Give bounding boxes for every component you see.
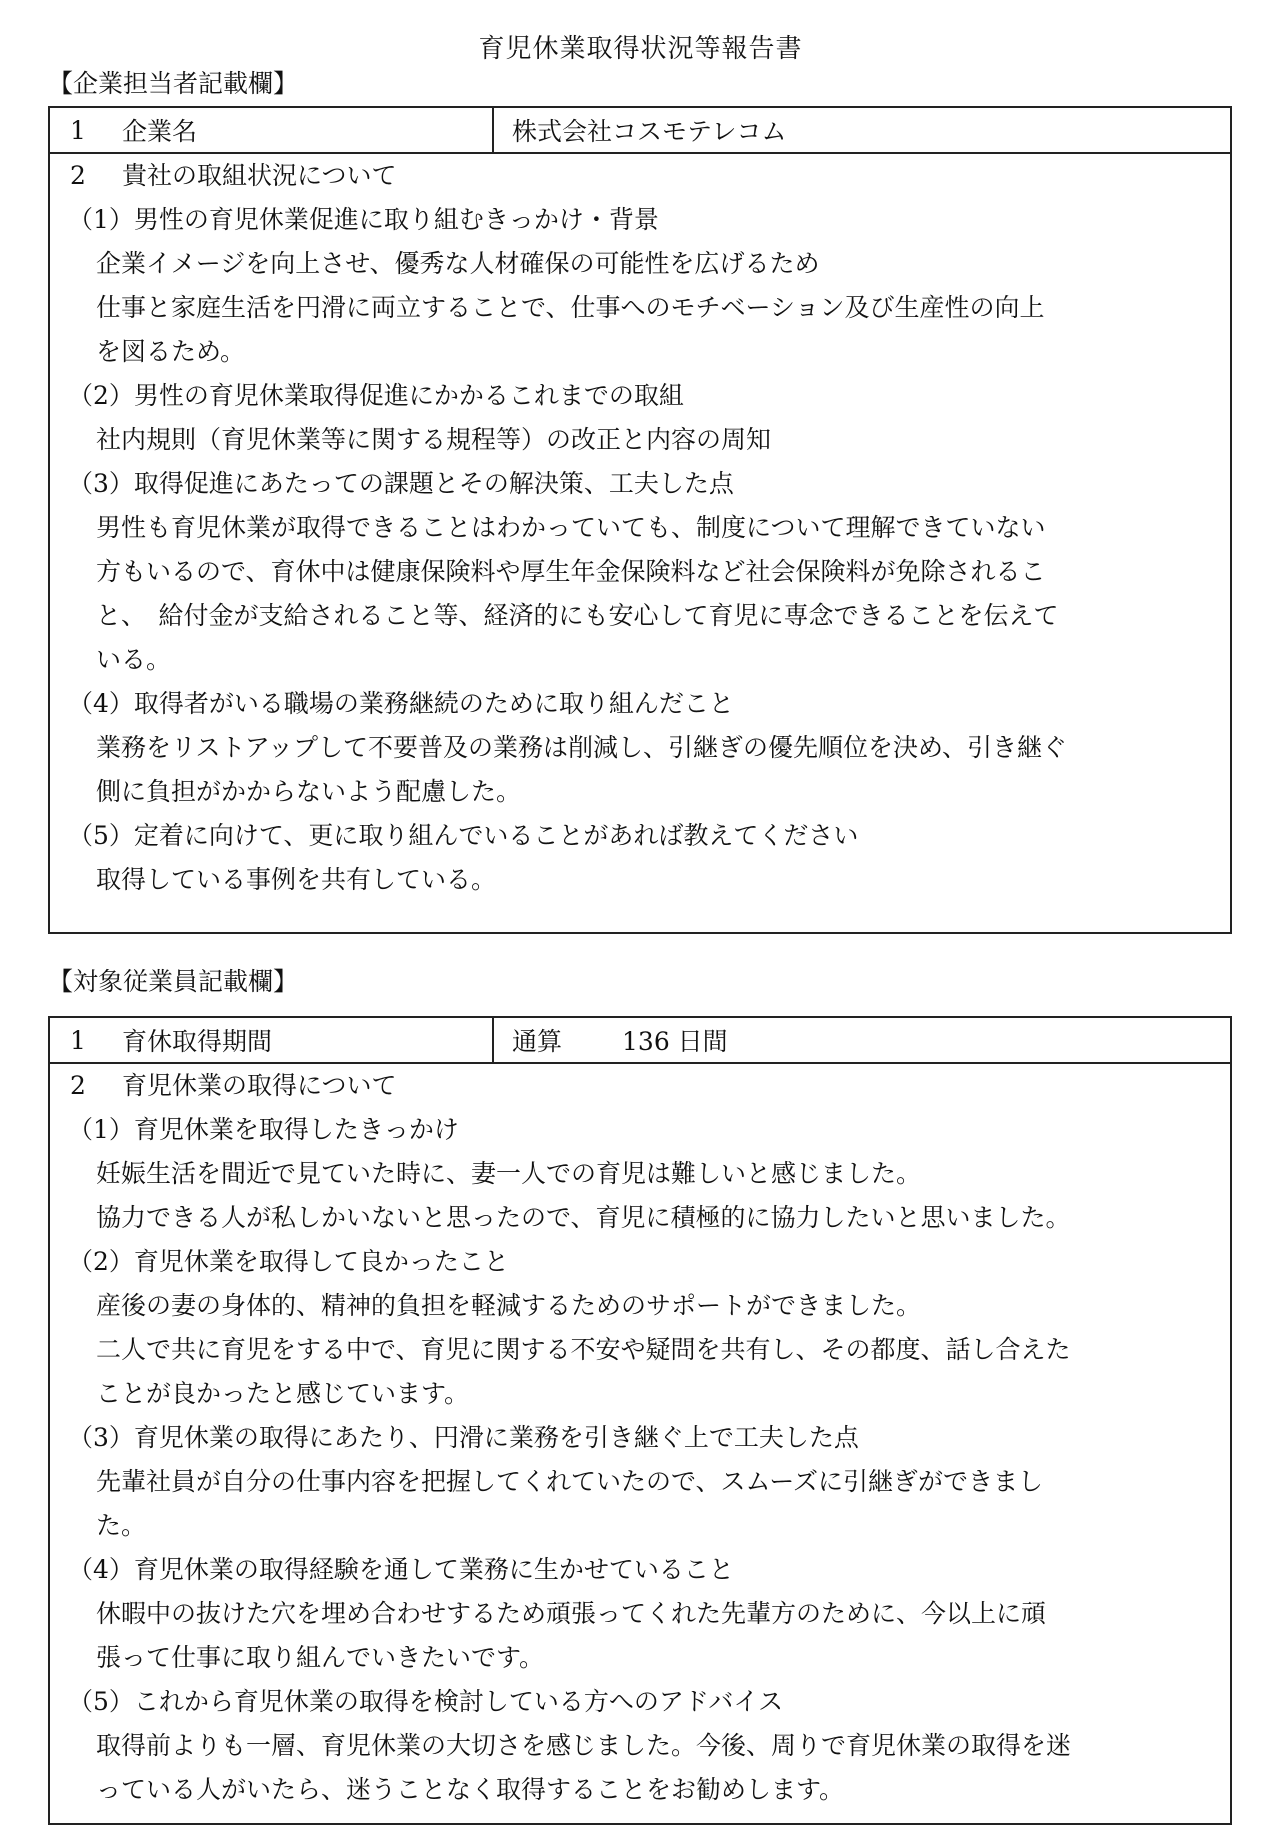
employee-leave-heading: [68, 1064, 1220, 1108]
page-title: 育児休業取得状況等報告書: [478, 34, 803, 64]
company-name-row: [50, 108, 1230, 154]
question-line: （5）これから育児休業の取得を検討している方へのアドバイス: [68, 1687, 784, 1716]
answer-line: と、 給付金が支給されること等、経済的にも安心して育児に専念できることを伝えて: [96, 601, 1059, 630]
question-line: （4）育児休業の取得経験を通して業務に生かせていること: [68, 1555, 734, 1584]
heading-number: 2: [70, 161, 86, 190]
employee-section-label: 【対象従業員記載欄】: [48, 967, 299, 996]
answer-line: 男性も育児休業が取得できることはわかっていても、制度について理解できていない: [96, 513, 1046, 542]
question-line: （4）取得者がいる職場の業務継続のために取り組んだこと: [68, 689, 734, 718]
row-number: 1: [70, 1025, 86, 1055]
answer-line: 二人で共に育児をする中で、育児に関する不安や疑問を共有し、その都度、話し合えた: [96, 1335, 1071, 1364]
answer-line: 企業イメージを向上させ、優秀な人材確保の可能性を広げるため: [96, 249, 820, 278]
company-name-label: 企業名: [122, 117, 198, 146]
answer-line: っている人がいたら、迷うことなく取得することをお勧めします。: [96, 1775, 845, 1804]
leave-period-days: 136 日間: [622, 1027, 728, 1056]
employee-items: [68, 1108, 1220, 1812]
row-number: 1: [70, 115, 86, 145]
company-items: [68, 198, 1220, 902]
employee-leave-body: [50, 1064, 1230, 1812]
company-name-label-cell: [50, 108, 494, 152]
leave-period-row: [50, 1018, 1230, 1064]
answer-line: 休暇中の抜けた穴を埋め合わせするため頑張ってくれた先輩方のために、今以上に頑: [96, 1599, 1047, 1628]
answer-line: 妊娠生活を間近で見ていた時に、妻一人での育児は難しいと感じました。: [96, 1159, 922, 1188]
employee-section-box: [48, 1016, 1232, 1825]
question-line: （1）男性の育児休業促進に取り組むきっかけ・背景: [68, 205, 659, 234]
company-section-label: 【企業担当者記載欄】: [48, 69, 299, 98]
company-efforts-heading: [68, 154, 1220, 198]
question-line: （1）育児休業を取得したきっかけ: [68, 1115, 459, 1144]
answer-line: 仕事と家庭生活を円滑に両立することで、仕事へのモチベーション及び生産性の向上: [96, 293, 1045, 322]
answer-line: ことが良かったと感じています。: [96, 1379, 470, 1408]
company-name-value: 株式会社コスモテレコム: [512, 117, 787, 146]
heading-number: 2: [70, 1071, 86, 1100]
answer-line: 産後の妻の身体的、精神的負担を軽減するためのサポートができました。: [96, 1291, 922, 1320]
leave-period-label: 育休取得期間: [122, 1027, 273, 1056]
leave-period-value-cell: [494, 1018, 1230, 1062]
company-efforts-body: [50, 154, 1230, 902]
leave-period-prefix: 通算: [512, 1027, 563, 1056]
answer-line: 社内規則（育児休業等に関する規程等）の改正と内容の周知: [96, 425, 772, 454]
question-line: （2）男性の育児休業取得促進にかかるこれまでの取組: [68, 381, 684, 410]
heading-text: 育児休業の取得について: [122, 1071, 397, 1100]
answer-line: 側に負担がかからないよう配慮した。: [96, 777, 522, 806]
question-line: （3）育児休業の取得にあたり、円滑に業務を引き継ぐ上で工夫した点: [68, 1423, 859, 1452]
question-line: （3）取得促進にあたっての課題とその解決策、工夫した点: [68, 469, 734, 498]
answer-line: 張って仕事に取り組んでいきたいです。: [96, 1643, 545, 1672]
heading-text: 貴社の取組状況について: [122, 161, 397, 190]
company-name-value-cell: [494, 108, 1230, 152]
question-line: （5）定着に向けて、更に取り組んでいることがあれば教えてください: [68, 821, 859, 850]
answer-line: 取得前よりも一層、育児休業の大切さを感じました。今後、周りで育児休業の取得を迷: [96, 1731, 1072, 1760]
answer-line: 協力できる人が私しかいないと思ったので、育児に積極的に協力したいと思いました。: [96, 1203, 1071, 1232]
answer-line: いる。: [96, 645, 172, 674]
answer-line: を図るため。: [96, 337, 246, 366]
answer-line: 方もいるので、育休中は健康保険料や厚生年金保険料など社会保険料が免除されるこ: [96, 557, 1046, 586]
answer-line: 取得している事例を共有している。: [96, 865, 497, 894]
question-line: （2）育児休業を取得して良かったこと: [68, 1247, 509, 1276]
answer-line: 業務をリストアップして不要普及の業務は削減し、引継ぎの優先順位を決め、引き継ぐ: [96, 733, 1068, 762]
company-section-box: [48, 106, 1232, 934]
answer-line: 先輩社員が自分の仕事内容を把握してくれていたので、スムーズに引継ぎができまし: [96, 1467, 1044, 1496]
leave-period-label-cell: [50, 1018, 494, 1062]
answer-line: た。: [96, 1511, 147, 1540]
